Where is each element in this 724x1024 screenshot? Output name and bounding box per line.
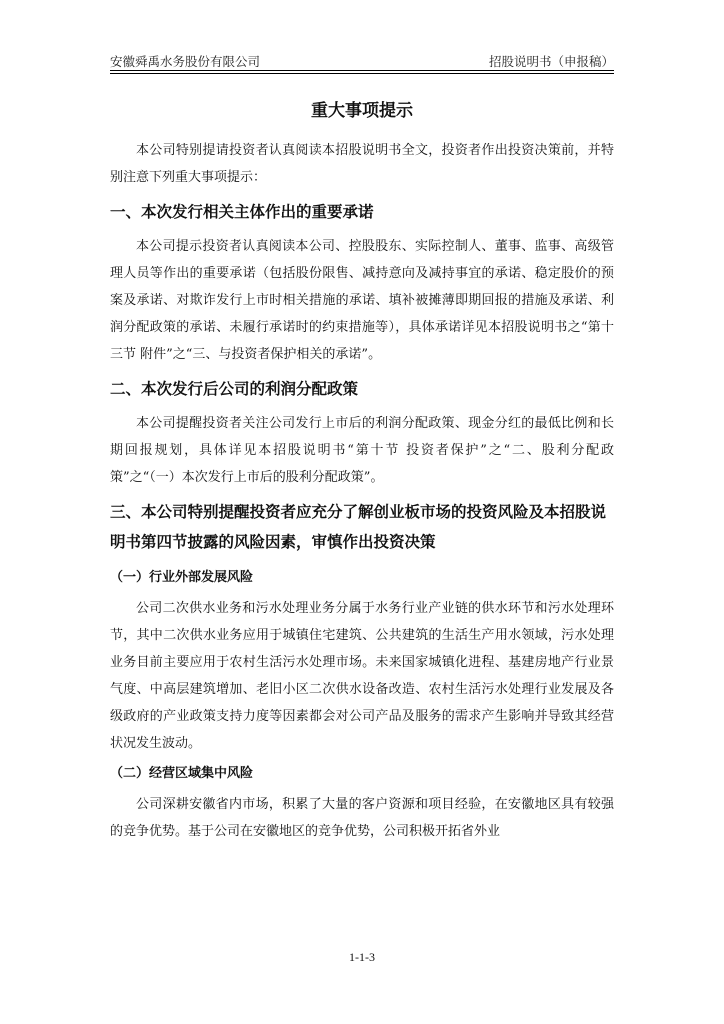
header-document-title: 招股说明书（申报稿）	[488, 54, 614, 69]
page-number: 1-1-3	[349, 950, 375, 964]
intro-paragraph: 本公司特别提请投资者认真阅读本招股说明书全文，投资者作出投资决策前，并特别注意下列重大事项提示：	[110, 143, 614, 185]
section-heading-2: 二、本次发行后公司的利润分配政策	[110, 380, 359, 398]
header-company: 安徽舜禹水务股份有限公司	[110, 54, 261, 69]
page-title: 重大事项提示	[311, 101, 413, 121]
section-paragraph-1: 本公司提示投资者认真阅读本公司、控股股东、实际控制人、董事、监事、高级管理人员等作出的重要承诺（包括股份限售、减持意向及减持事宜的承诺、稳定股价的预案及承诺、对欺诈发行上市时相关措施的承诺、填补被摊薄即期回报的措施及承诺、利润分配政策的承诺、未履行承诺时的约束措施等），具体承诺详见本招股说明书之“第十三节 附件”之“三、与投资者保护相关的承诺”。	[110, 239, 614, 362]
subsection-paragraph-2: 公司深耕安徽省内市场，积累了大量的客户资源和项目经验，在安徽地区具有较强的竞争优势。基于公司在安徽地区的竞争优势，公司积极开拓省外业	[110, 797, 614, 839]
section-heading-3: 三、本公司特别提醒投资者应充分了解创业板市场的投资风险及本招股说明书第四节披露的风险因素，审慎作出投资决策	[110, 503, 607, 551]
subsection-paragraph-1: 公司二次供水业务和污水处理业务分属于水务行业产业链的供水环节和污水处理环节，其中二次供水业务应用于城镇住宅建筑、公共建筑的生活生产用水领域，污水处理业务目前主要应用于农村生活污水处理市场。未来国家城镇化进程、基建房地产行业景气度、中高层建筑增加、老旧小区二次供水设备改造、农村生活污水处理行业发展及各级政府的产业政策支持力度等因素都会对公司产品及服务的需求产生影响并导致其经营状况发生波动。	[110, 601, 614, 751]
section-heading-1: 一、本次发行相关主体作出的重要承诺	[110, 203, 374, 221]
section-paragraph-2: 本公司提醒投资者关注公司发行上市后的利润分配政策、现金分红的最低比例和长期回报规划，具体详见本招股说明书“第十节 投资者保护”之“二、股利分配政策”之“（一）本次发行上市后的股利分配政策”。	[110, 416, 614, 485]
page-content	[110, 96, 614, 845]
subsection-heading-1: （一）行业外部发展风险	[110, 570, 254, 585]
page-header	[110, 50, 614, 71]
header-rule	[110, 73, 614, 74]
subsection-heading-2: （二）经营区域集中风险	[110, 766, 254, 781]
